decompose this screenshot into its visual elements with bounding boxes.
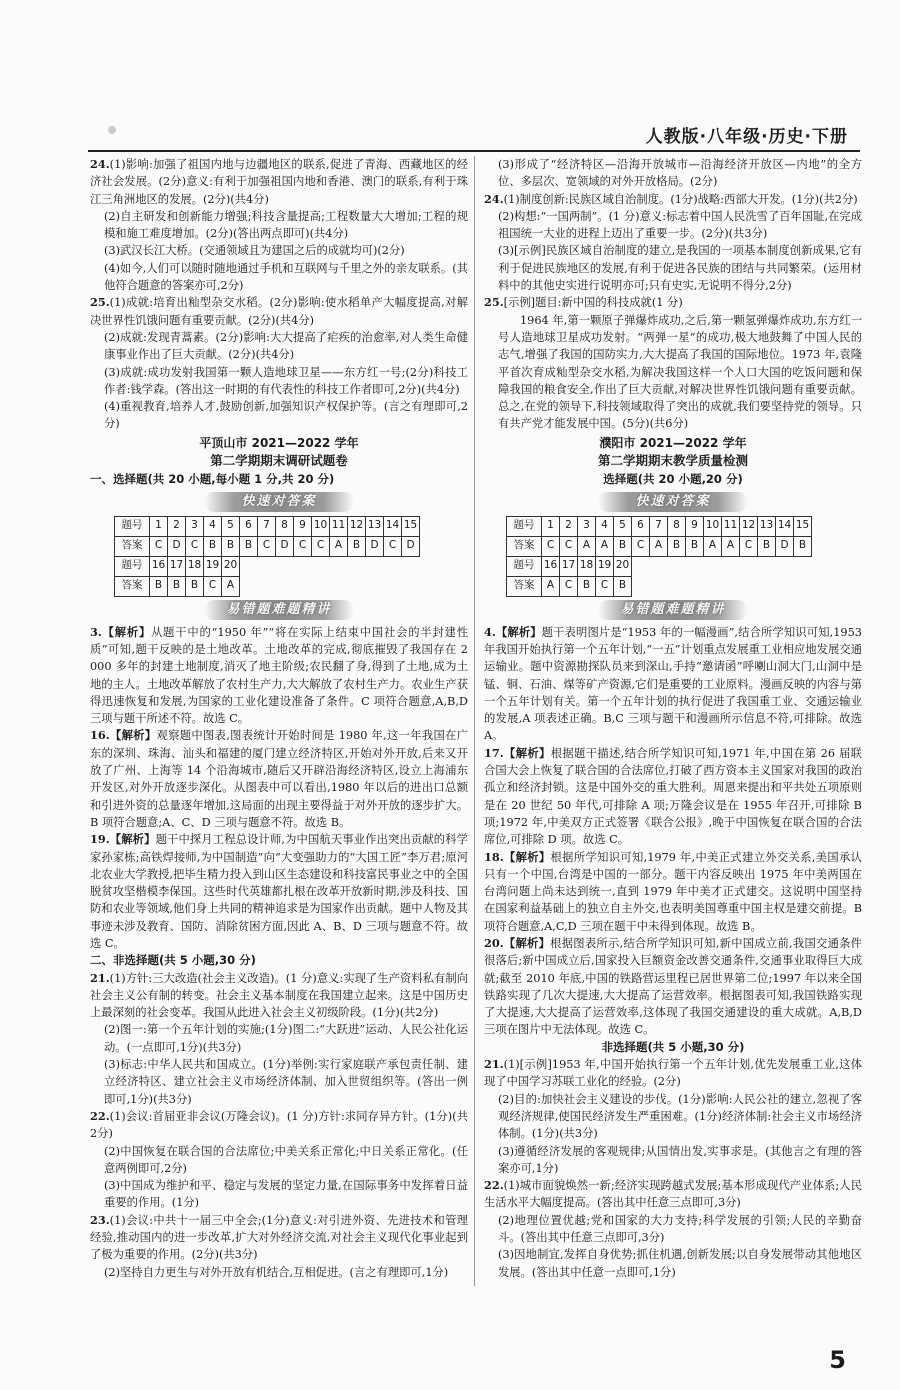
paragraph xyxy=(484,1177,862,1212)
left-q21 xyxy=(90,970,468,1108)
explanation-text: 题干表明图片是“1953 年的一幅漫画”,结合所学知识可知,1953 年我国开始执行第一个五年计划,“一五”计划重点发展重工业相应地发展交通运输业。题中资源勘探队员来到深山,手持“邀请函”呼喇山洞大门,山洞中是锰、铜、石油、煤等矿产资源,它们是重要的工业原料。漫画反映的内容与第一个五年计划有关。第一个五年计划的执行促进了我国重工业、交通运输业的发展,A 项表述正确。B,C 三项与题干和漫画所示信息不符,可排除。故选 A。 xyxy=(484,625,862,743)
table-row xyxy=(115,516,420,536)
paragraph: (3)标志:中华人民共和国成立。(1分)举例:实行家庭联产承包责任制、建立经济特区、建立社会主义市场经济体制、加入世贸组织等。(答出一例即可,1分)(共3分) xyxy=(104,1058,468,1106)
question-number: 18. xyxy=(484,849,504,864)
table-header-cell: 题号 xyxy=(115,556,150,576)
left-q24 xyxy=(90,156,468,294)
right-q25 xyxy=(484,294,862,432)
analysis-label: 【解析】 xyxy=(503,935,551,950)
paragraph: (3)武汉长江大桥。(交通领域且为建国之后的成就均可)(2分) xyxy=(104,244,405,258)
right-column xyxy=(484,156,862,1281)
question-number: 25. xyxy=(484,295,504,310)
answer-table xyxy=(506,516,812,597)
explanation-text: 根据图表所示,结合所学知识可知,新中国成立前,我国交通条件很落后;新中国成立后,国家投入巨额资金改善交通条件,交通事业取得巨大成就;截至 2010 年底,中国的铁路营运里程已居世界第二位;1997 年以来全国铁路实现了几次大提速,大大提高了运营效率。根据图表可知,我国铁路实现了大提速,大大提高了运营效率,这体现了我国交通建设的重大成就。A,B,D 三项在图片中无法体现。故选 C。 xyxy=(484,936,862,1037)
answer-text: (1)制度创新:民族区域自治制度。(1分)战略:西部大开发。(1分)(共2分) xyxy=(503,192,858,206)
question-number-cell: 7 xyxy=(650,516,668,536)
answer-text: [示例]题目:新中国的科技成就(1 分) xyxy=(503,296,683,310)
page-header: 人教版·八年级·历史·下册 xyxy=(645,127,848,147)
answer-cell: B xyxy=(578,576,596,596)
explanation-item xyxy=(90,624,468,728)
question-number-cell: 1 xyxy=(150,516,168,536)
answer-table xyxy=(114,516,420,597)
answer-cell: C xyxy=(204,576,222,596)
question-number-cell: 14 xyxy=(384,516,402,536)
paragraph: (2)目的:加快社会主义建设的步伐。(1分)影响:人民公社的建立,忽视了客观经济规律,使国民经济发生严重困难。(1分)经济体制:社会主义市场经济体制。(1分)(共3分) xyxy=(498,1092,862,1141)
question-number: 3. xyxy=(90,624,102,639)
table-row xyxy=(115,536,420,556)
explanation-item xyxy=(484,849,862,935)
paragraph: (2)中国恢复在联合国的合法席位;中美关系正常化;中日关系正常化。(任意两例即可,2分) xyxy=(104,1144,468,1175)
question-number: 24. xyxy=(484,191,504,206)
question-number-cell: 2 xyxy=(168,516,186,536)
paragraph xyxy=(90,1212,468,1264)
paragraph: (3)因地制宜,发挥自身优势;抓住机遇,创新发展;以自身发展带动其他地区发展。(答出其中任意一点即可,1分) xyxy=(498,1248,862,1279)
explanation-item xyxy=(484,624,862,745)
answer-cell: D xyxy=(402,536,420,556)
paragraph xyxy=(90,294,468,329)
quick-answer-banner: 快速对答案 xyxy=(204,492,354,512)
question-number-cell: 4 xyxy=(596,516,614,536)
question-number: 4. xyxy=(484,624,496,639)
question-number-cell: 12 xyxy=(740,516,758,536)
answer-cell: A xyxy=(578,536,596,556)
explanation-item xyxy=(90,831,468,952)
paragraph: (3)遵循经济发展的客观规律;从国情出发,实事求是。(其他言之有理的答案亦可,1分) xyxy=(498,1144,862,1175)
table-row xyxy=(507,576,812,596)
paragraph xyxy=(484,191,862,208)
question-number-cell: 1 xyxy=(542,516,560,536)
section-heading: 二、非选择题(共 5 小题,30 分) xyxy=(90,953,256,968)
section-heading: 一、选择题(共 20 小题,每小题 1 分,共 20 分) xyxy=(90,472,335,487)
table-row xyxy=(507,556,812,576)
paragraph xyxy=(484,1056,862,1091)
answer-cell: D xyxy=(168,536,186,556)
answer-cell: B xyxy=(186,576,204,596)
paragraph: (2)图一:第一个五年计划的实施;(1分)图二:“大跃进”运动、人民公社化运动。(一点即可,1分)(共3分) xyxy=(104,1023,468,1054)
question-number: 22. xyxy=(90,1108,110,1123)
question-number-cell: 20 xyxy=(222,556,240,576)
left-q23 xyxy=(90,1212,468,1281)
analysis-label: 【解析】 xyxy=(109,728,157,743)
question-number-cell: 17 xyxy=(168,556,186,576)
analysis-label: 【解析】 xyxy=(503,745,551,760)
question-number-cell: 6 xyxy=(632,516,650,536)
right-q24 xyxy=(484,191,862,295)
quick-answer-banner: 快速对答案 xyxy=(598,492,748,512)
analysis-label: 【解析】 xyxy=(109,832,156,847)
table-header-cell: 题号 xyxy=(115,516,150,536)
answer-cell: C xyxy=(384,536,402,556)
analysis-label: 【解析】 xyxy=(101,624,152,639)
column-divider xyxy=(474,156,475,1286)
question-number-cell: 16 xyxy=(542,556,560,576)
answer-cell: D xyxy=(366,536,384,556)
answer-cell: C xyxy=(596,576,614,596)
paragraph: (2)坚持自力更生与对外开放有机结合,互相促进。(言之有理即可,1分) xyxy=(104,1265,449,1279)
question-number-cell: 6 xyxy=(240,516,258,536)
answer-cell: A xyxy=(542,576,560,596)
answer-cell: C xyxy=(542,536,560,556)
page-number: 5 xyxy=(829,1346,846,1374)
question-number: 20. xyxy=(484,935,504,950)
question-number: 21. xyxy=(484,1057,504,1072)
question-number: 21. xyxy=(90,970,110,985)
answer-cell: C xyxy=(312,536,330,556)
exam-title: 平顶山市 2021—2022 学年 xyxy=(199,435,359,450)
answer-text: (1)方针:三大改造(社会主义改造)。(1 分)意义:实现了生产资料私有制向社会主义公有制的转变。社会主义基本制度在我国建立起来。这是中国历史上最深刻的社会变革。我国从此进入社会主义初级阶段。(1分)(共2分) xyxy=(90,971,468,1020)
question-number: 16. xyxy=(90,728,110,743)
question-number: 25. xyxy=(90,295,110,310)
answer-cell: C xyxy=(258,536,276,556)
answer-text: (1)会议:首届亚非会议(万隆会议)。(1 分)方针:求同存异方针。(1分)(共2分) xyxy=(90,1109,468,1141)
answer-cell: C xyxy=(560,536,578,556)
answer-text: (1)城市面貌焕然一新;经济实现跨越式发展;基本形成现代产业体系;人民生活水平大幅度提高。(答出其中任意三点即可,3分) xyxy=(484,1179,862,1210)
paragraph: (2)自主研发和创新能力增强;科技含量提高;工程数量大大增加;工程的规模和施工难度增加。(2分)(答出两点即可)(共4分) xyxy=(104,209,468,241)
explanation-item xyxy=(484,935,862,1039)
explanation-text: 题干中探月工程总设计师,为中国航天事业作出突出贡献的科学家孙家栋;高铁焊接师,为中国制造”向“大变强助力的“大国工匠”李万君;原河北农业大学教授,把毕生精力投入到山区生态建设和科技富民事业之中的全国脱贫攻坚楷模李保国。这些时代英雄都扎根在改革开放新时期,涉及科技、国防和农业等领域,他们身上共同的精神追求是为国家作出贡献。题中人物及其事迹未涉及教育、国防、消除贫困方面,因此 A、B、D 三项与题意不符。故选 C。 xyxy=(90,833,468,950)
paragraph xyxy=(90,156,468,208)
paragraph xyxy=(484,294,862,311)
answer-cell: C xyxy=(632,536,650,556)
paragraph: (2)构想:“一国两制”。(1 分)意义:标志着中国人民洗雪了百年国耻,在完成祖国统一大业的进程上迈出了重要一步。(2分)(共3分) xyxy=(498,209,862,241)
question-number-cell: 4 xyxy=(204,516,222,536)
question-number-cell: 3 xyxy=(578,516,596,536)
table-header-cell: 答案 xyxy=(507,536,542,556)
left-explanations xyxy=(90,624,468,953)
question-number-cell: 18 xyxy=(578,556,596,576)
paragraph: (3)[示例]民族区域自治制度的建立,是我国的一项基本制度创新成果,它有利于促进民族地区的发展,有利于促进各民族的团结与共同繁荣。(运用材料中的其他史实进行说明亦可;只有史实,无说明不得分,2分) xyxy=(498,244,862,293)
answer-cell: C xyxy=(186,536,204,556)
table-header-cell: 答案 xyxy=(115,536,150,556)
paragraph: (3)形成了“经济特区—沿海开放城市—沿海经济开放区—内地”的全方位、多层次、宽领域的对外开放格局。(2分) xyxy=(498,158,862,189)
question-number-cell: 5 xyxy=(614,516,632,536)
question-number-cell: 17 xyxy=(560,556,578,576)
answer-cell: A xyxy=(650,536,668,556)
answer-cell: B xyxy=(204,536,222,556)
question-number-cell: 9 xyxy=(686,516,704,536)
question-number-cell: 12 xyxy=(348,516,366,536)
question-number-cell: 11 xyxy=(722,516,740,536)
answer-cell: B xyxy=(794,536,812,556)
question-number-cell: 14 xyxy=(776,516,794,536)
paragraph: (2)成就:发现青蒿素。(2分)影响:大大提高了疟疾的治愈率,对人类生命健康事业作出了巨大贡献。(2分)(共4分) xyxy=(104,330,468,362)
table-header-cell: 题号 xyxy=(507,556,542,576)
answer-text: (1)会议:中共十一届三中全会;(1分)意义:对引进外资、先进技术和管理经验,推动国内的进一步改革,扩大对外经济交流,对社会主义现代化事业起到了极为重要的作用。(2分)(共3分) xyxy=(90,1213,468,1262)
question-number: 23. xyxy=(90,1212,110,1227)
table-row xyxy=(507,536,812,556)
left-q25 xyxy=(90,294,468,432)
table-row xyxy=(115,556,420,576)
answer-cell: A xyxy=(222,576,240,596)
right-explanations xyxy=(484,624,862,1039)
question-number: 24. xyxy=(90,157,110,171)
answer-text: (1)[示例]1953 年,中国开始执行第一个五年计划,优先发展重工业,这体现了中国学习苏联工业化的经验。(2分) xyxy=(484,1058,862,1089)
paragraph: 1964 年,第一颗原子弹爆炸成功,之后,第一颗氢弹爆炸成功,东方红一号人造地球卫星成功发射。“两弹一星”的成功,极大地鼓舞了中国人民的志气,增强了我国的国防实力,大大提高了我国的国际地位。1973 年,袁隆平首次育成籼型杂交水稻,为解决我国这样一个人口大国的吃饭问题和保障我国的粮食安全,作出了巨大贡献,对解决世界性饥饿问题有重要贡献。总之,在党的领导下,科技领域取得了突出的成就,我们要坚持党的领导。只有共产党才能发展中国。(5分)(共6分) xyxy=(498,313,862,431)
question-number-cell: 18 xyxy=(186,556,204,576)
right-q22 xyxy=(484,1177,862,1281)
answer-cell: A xyxy=(330,536,348,556)
paragraph: (2)地理位置优越;党和国家的大力支持;科学发展的引领;人民的辛勤奋斗。(答出其中任意三点即可,3分) xyxy=(498,1213,862,1245)
paragraph: (4)重视教育,培养人才,鼓励创新,加强知识产权保护等。(言之有理即可,2分) xyxy=(104,400,468,431)
answer-cell: B xyxy=(348,536,366,556)
question-number-cell: 19 xyxy=(596,556,614,576)
answer-cell: A xyxy=(596,536,614,556)
table-header-cell: 题号 xyxy=(507,516,542,536)
explanation-item xyxy=(484,745,862,849)
paragraph xyxy=(90,1108,468,1143)
question-number-cell: 2 xyxy=(560,516,578,536)
table-row xyxy=(507,516,812,536)
answer-cell: B xyxy=(614,536,632,556)
question-number-cell: 19 xyxy=(204,556,222,576)
answer-cell: C xyxy=(560,576,578,596)
question-number-cell: 8 xyxy=(668,516,686,536)
exam-title: 濮阳市 2021—2022 学年 xyxy=(599,435,747,450)
paragraph xyxy=(90,970,468,1022)
left-column xyxy=(90,156,468,1281)
answer-cell: B xyxy=(686,536,704,556)
paragraph: (4)如今,人们可以随时随地通过手机和互联网与千里之外的亲友联系。(其他符合题意的答案亦可,2分) xyxy=(104,261,468,293)
answer-cell: A xyxy=(722,536,740,556)
answer-text: (1)影响:加强了祖国内地与边疆地区的联系,促进了青海、西藏地区的经济社会发展。(2分)意义:有利于加强祖国内地和香港、澳门的联系,有利于珠江三角洲地区的发展。(2分)(共4分) xyxy=(90,158,468,206)
answer-cell: B xyxy=(614,576,632,596)
question-number-cell: 16 xyxy=(150,556,168,576)
explanation-text: 从题干中的“1950 年”“将在实际上结束中国社会的半封建性质”可知,题干反映的是土地改革。土地改革的完成,彻底摧毁了我国存在 2 000 多年的封建土地制度,消灭了地主阶级;农民翻了身,得到了土地,成为土地的主人。土地改革解放了农村生产力,大大解放了农村生产力。农业生产获得迅速恢复和发展,为国家的工业化建设准备了条件。C 项符合题意,A,B,D 三项与题干所述不符。故选 C。 xyxy=(90,625,468,726)
answer-cell: B xyxy=(222,536,240,556)
answer-cell: B xyxy=(668,536,686,556)
question-number-cell: 7 xyxy=(258,516,276,536)
table-header-cell: 答案 xyxy=(507,576,542,596)
question-number: 22. xyxy=(484,1178,504,1193)
question-number-cell: 9 xyxy=(294,516,312,536)
answer-cell: D xyxy=(276,536,294,556)
answer-cell: C xyxy=(150,536,168,556)
answer-cell: C xyxy=(294,536,312,556)
question-number-cell: 10 xyxy=(312,516,330,536)
section-heading: 非选择题(共 5 小题,30 分) xyxy=(601,1039,745,1054)
answer-cell: B xyxy=(758,536,776,556)
left-q22 xyxy=(90,1108,468,1212)
question-number-cell: 3 xyxy=(186,516,204,536)
analysis-label: 【解析】 xyxy=(495,624,542,639)
answer-text: (1)成就:培育出籼型杂交水稻。(2分)影响:使水稻单产大幅度提高,对解决世界性饥饿问题有重要贡献。(2分)(共4分) xyxy=(90,296,468,327)
decorative-dot xyxy=(108,126,116,134)
explanation-text: 观察题中图表,图表统计开始时间是 1980 年,这一年我国在广东的深圳、珠海、汕头和福建的厦门建立经济特区,开始对外开放,后来又开放了广州、上海等 14 个沿海城市,随后又开辟沿海经济特区,设立上海浦东开发区,对外开放逐步深化。从图表中可以看出,1980 年以后的进出口总额和引进外资的总量逐年增加,这局面的出现主要得益于对外开放的逐步扩大。B 项符合题意;A、C、D 三项与题意不符。故选 B。 xyxy=(90,729,468,829)
question-number-cell: 13 xyxy=(758,516,776,536)
header-rule xyxy=(88,150,860,152)
explanation-text: 根据题干描述,结合所学知识可知,1971 年,中国在第 26 届联合国大会上恢复了联合国的合法席位,打破了西方资本主义国家对我国的政治孤立和经济封锁。这是中国外交的重大胜利。周恩来提出和平共处五项原则是在 20 世纪 50 年代,可排除 A 项;万隆会议是在 1955 年召开,可排除 B 项;1972 年,中美双方正式签署《联合公报》,晚于中国恢复在联合国的合法席位,可排除 D 项。故选 C。 xyxy=(484,746,862,847)
section-heading: 选择题(共 20 小题,20 分) xyxy=(603,472,743,487)
question-number-cell: 20 xyxy=(614,556,632,576)
analysis-banner: 易错题难题精讲 xyxy=(598,600,748,620)
paragraph: (3)中国成为维护和平、稳定与发展的坚定力量,在国际事务中发挥着日益重要的作用。(1分) xyxy=(104,1179,468,1210)
answer-cell: B xyxy=(150,576,168,596)
explanation-text: 根据所学知识可知,1979 年,中美正式建立外交关系,美国承认只有一个中国,台湾是中国的一部分。题干内容反映出 1975 年中美两国在台湾问题上尚未达到统一,直到 1979 年中美才正式建交。这说明中国坚持在国家利益基础上的独立自主外交,也表明美国尊重中国主权是建交前提。B 项符合题意,A,C,D 三项在题干中未得到体现。故选 B。 xyxy=(484,850,862,933)
answer-cell: B xyxy=(240,536,258,556)
answer-cell: B xyxy=(168,576,186,596)
table-row xyxy=(115,576,420,596)
answer-cell: A xyxy=(704,536,722,556)
paragraph: (3)成就:成功发射我国第一颗人造地球卫星——东方红一号;(2分)科技工作者:钱学森。(答出这一时期的有代表性的科技工作者即可,2分)(共4分) xyxy=(104,365,468,396)
question-number-cell: 15 xyxy=(794,516,812,536)
question-number: 17. xyxy=(484,745,504,760)
answer-cell: D xyxy=(776,536,794,556)
question-number-cell: 8 xyxy=(276,516,294,536)
question-number-cell: 10 xyxy=(704,516,722,536)
exam-subtitle: 第二学期期末调研试题卷 xyxy=(210,453,348,469)
analysis-banner: 易错题难题精讲 xyxy=(204,600,354,620)
exam-subtitle: 第二学期期末教学质量检测 xyxy=(597,453,748,469)
right-q21 xyxy=(484,1056,862,1177)
question-number-cell: 13 xyxy=(366,516,384,536)
question-number-cell: 11 xyxy=(330,516,348,536)
analysis-label: 【解析】 xyxy=(503,849,551,864)
question-number: 19. xyxy=(90,832,110,847)
question-number-cell: 15 xyxy=(402,516,420,536)
question-number-cell: 5 xyxy=(222,516,240,536)
answer-cell: C xyxy=(740,536,758,556)
table-header-cell: 答案 xyxy=(115,576,150,596)
explanation-item xyxy=(90,727,468,831)
